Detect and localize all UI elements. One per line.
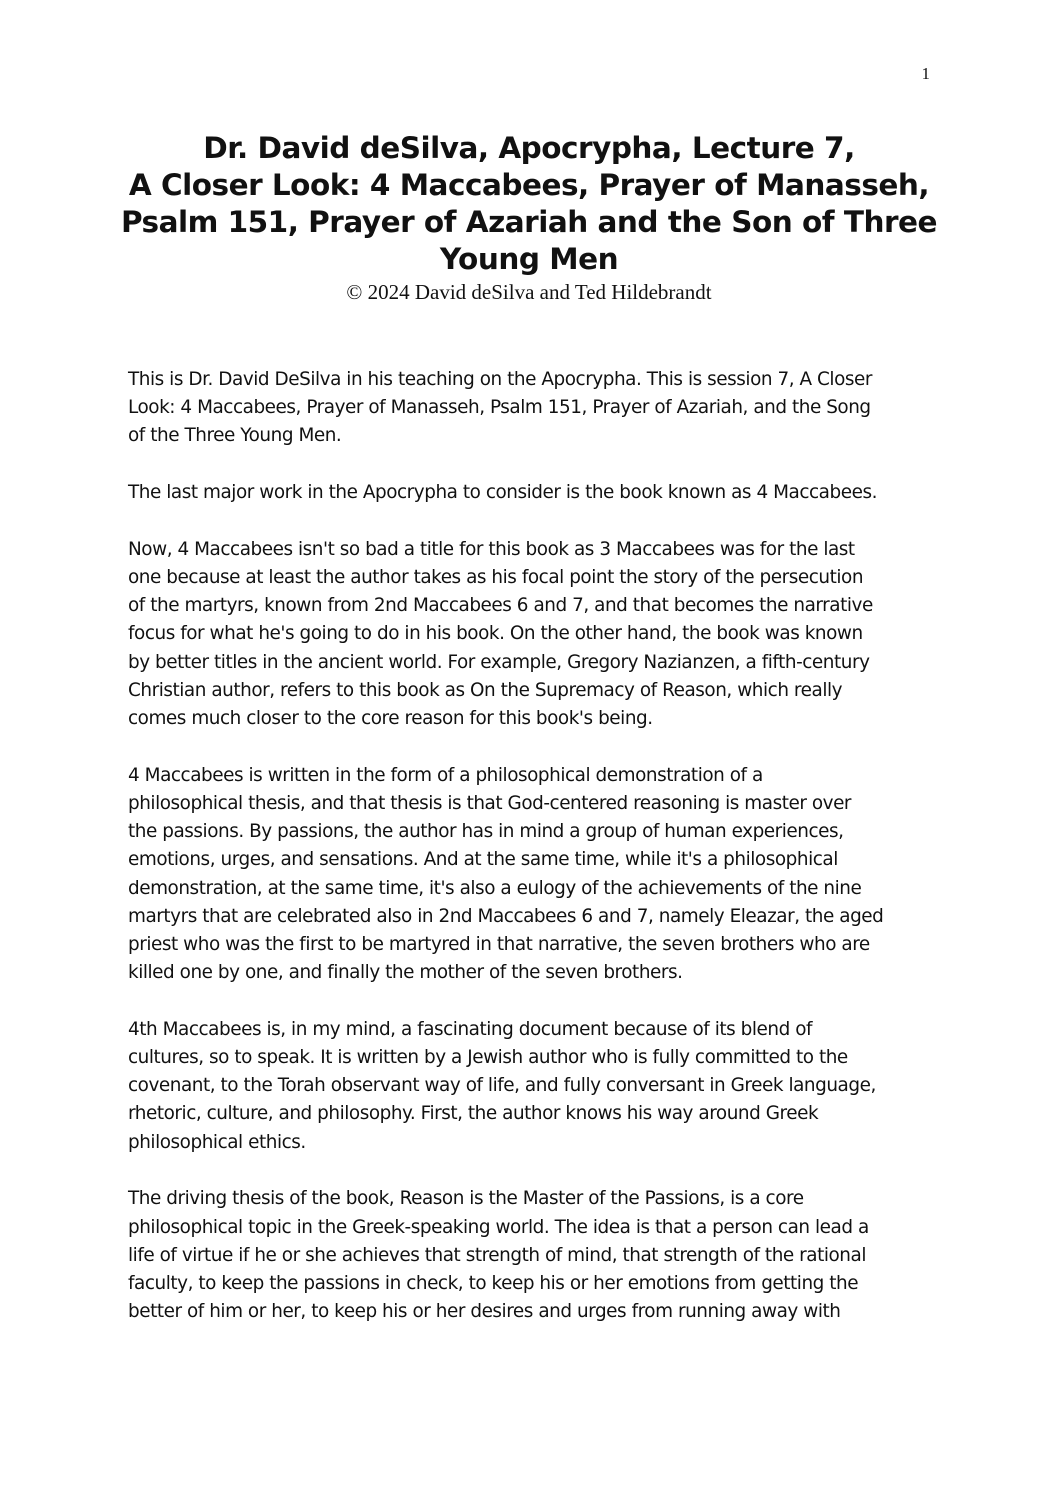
text-line: This is Dr. David DeSilva in his teaching on the Apocrypha. This is session 7, A Closer [128,369,872,390]
title-block [100,130,958,304]
text-line: focus for what he's going to do in his book. On the other hand, the book was known [128,623,863,645]
text-line: 4th Maccabees is, in my mind, a fascinating document because of its blend of [128,1018,813,1040]
text-line: cultures, so to speak. It is written by a Jewish author who is fully committed to the [128,1047,848,1069]
title-line: A Closer Look: 4 Maccabees, Prayer of Manasseh, [128,168,930,202]
copyright-notice: © 2024 David deSilva and Ted Hildebrandt [346,280,712,304]
title-line: Young Men [439,242,619,276]
paragraph-last-major-work [128,479,940,507]
text-line: Christian author, refers to this book as On the Supremacy of Reason, which really [128,679,843,701]
text-line: Look: 4 Maccabees, Prayer of Manasseh, Psalm 151, Prayer of Azariah, and the Song [128,397,871,419]
text-line: one because at least the author takes as his focal point the story of the persecution [128,567,864,589]
text-line: killed one by one, and finally the mother of the seven brothers. [128,962,683,984]
text-line: philosophical thesis, and that thesis is that God-centered reasoning is master over [128,792,852,814]
text-line: demonstration, at the same time, it's also a eulogy of the achievements of the nine [128,877,862,899]
text-line: by better titles in the ancient world. For example, Gregory Nazianzen, a fifth-century [128,651,870,673]
text-line: rhetoric, culture, and philosophy. First, the author knows his way around Greek [128,1103,819,1125]
paragraph-blend-of-cultures [128,1016,940,1157]
text-line: of the Three Young Men. [128,425,342,447]
paragraph-philosophical-demonstration [128,762,940,988]
text-line: The driving thesis of the book, Reason is the Master of the Passions, is a core [128,1188,804,1210]
text-line: emotions, urges, and sensations. And at the same time, while it's a philosophical [128,849,838,871]
text-line: priest who was the first to be martyred in that narrative, the seven brothers who are [128,933,870,955]
text-line: Now, 4 Maccabees isn't so bad a title for this book as 3 Maccabees was for the last [128,538,855,560]
text-line: comes much closer to the core reason for this book's being. [128,708,653,730]
paragraph-title-discussion [128,536,940,733]
text-line: life of virtue if he or she achieves that strength of mind, that strength of the rational [128,1244,866,1266]
transcript-body [128,366,940,1326]
text-line: philosophical topic in the Greek-speaking world. The idea is that a person can lead a [128,1216,869,1238]
text-line: 4 Maccabees is written in the form of a philosophical demonstration of a [128,764,763,786]
text-line: better of him or her, to keep his or her desires and urges from running away with [128,1301,841,1323]
text-line: faculty, to keep the passions in check, to keep his or her emotions from getting the [128,1272,859,1294]
page-number: 1 [921,64,930,83]
text-line: philosophical ethics. [128,1131,306,1153]
text-line: martyrs that are celebrated also in 2nd Maccabees 6 and 7, namely Eleazar, the aged [128,905,884,927]
text-line: covenant, to the Torah observant way of life, and fully conversant in Greek language, [128,1075,876,1097]
text-line: The last major work in the Apocrypha to consider is the book known as 4 Maccabees. [128,482,877,504]
paragraph-driving-thesis [128,1185,940,1326]
text-line: the passions. By passions, the author has in mind a group of human experiences, [128,821,844,843]
title-line: Psalm 151, Prayer of Azariah and the Son of Three [120,205,938,239]
paragraph-intro [128,366,940,451]
title-line: Dr. David deSilva, Apocrypha, Lecture 7, [203,131,855,165]
text-line: of the martyrs, known from 2nd Maccabees 6 and 7, and that becomes the narrative [128,595,873,617]
